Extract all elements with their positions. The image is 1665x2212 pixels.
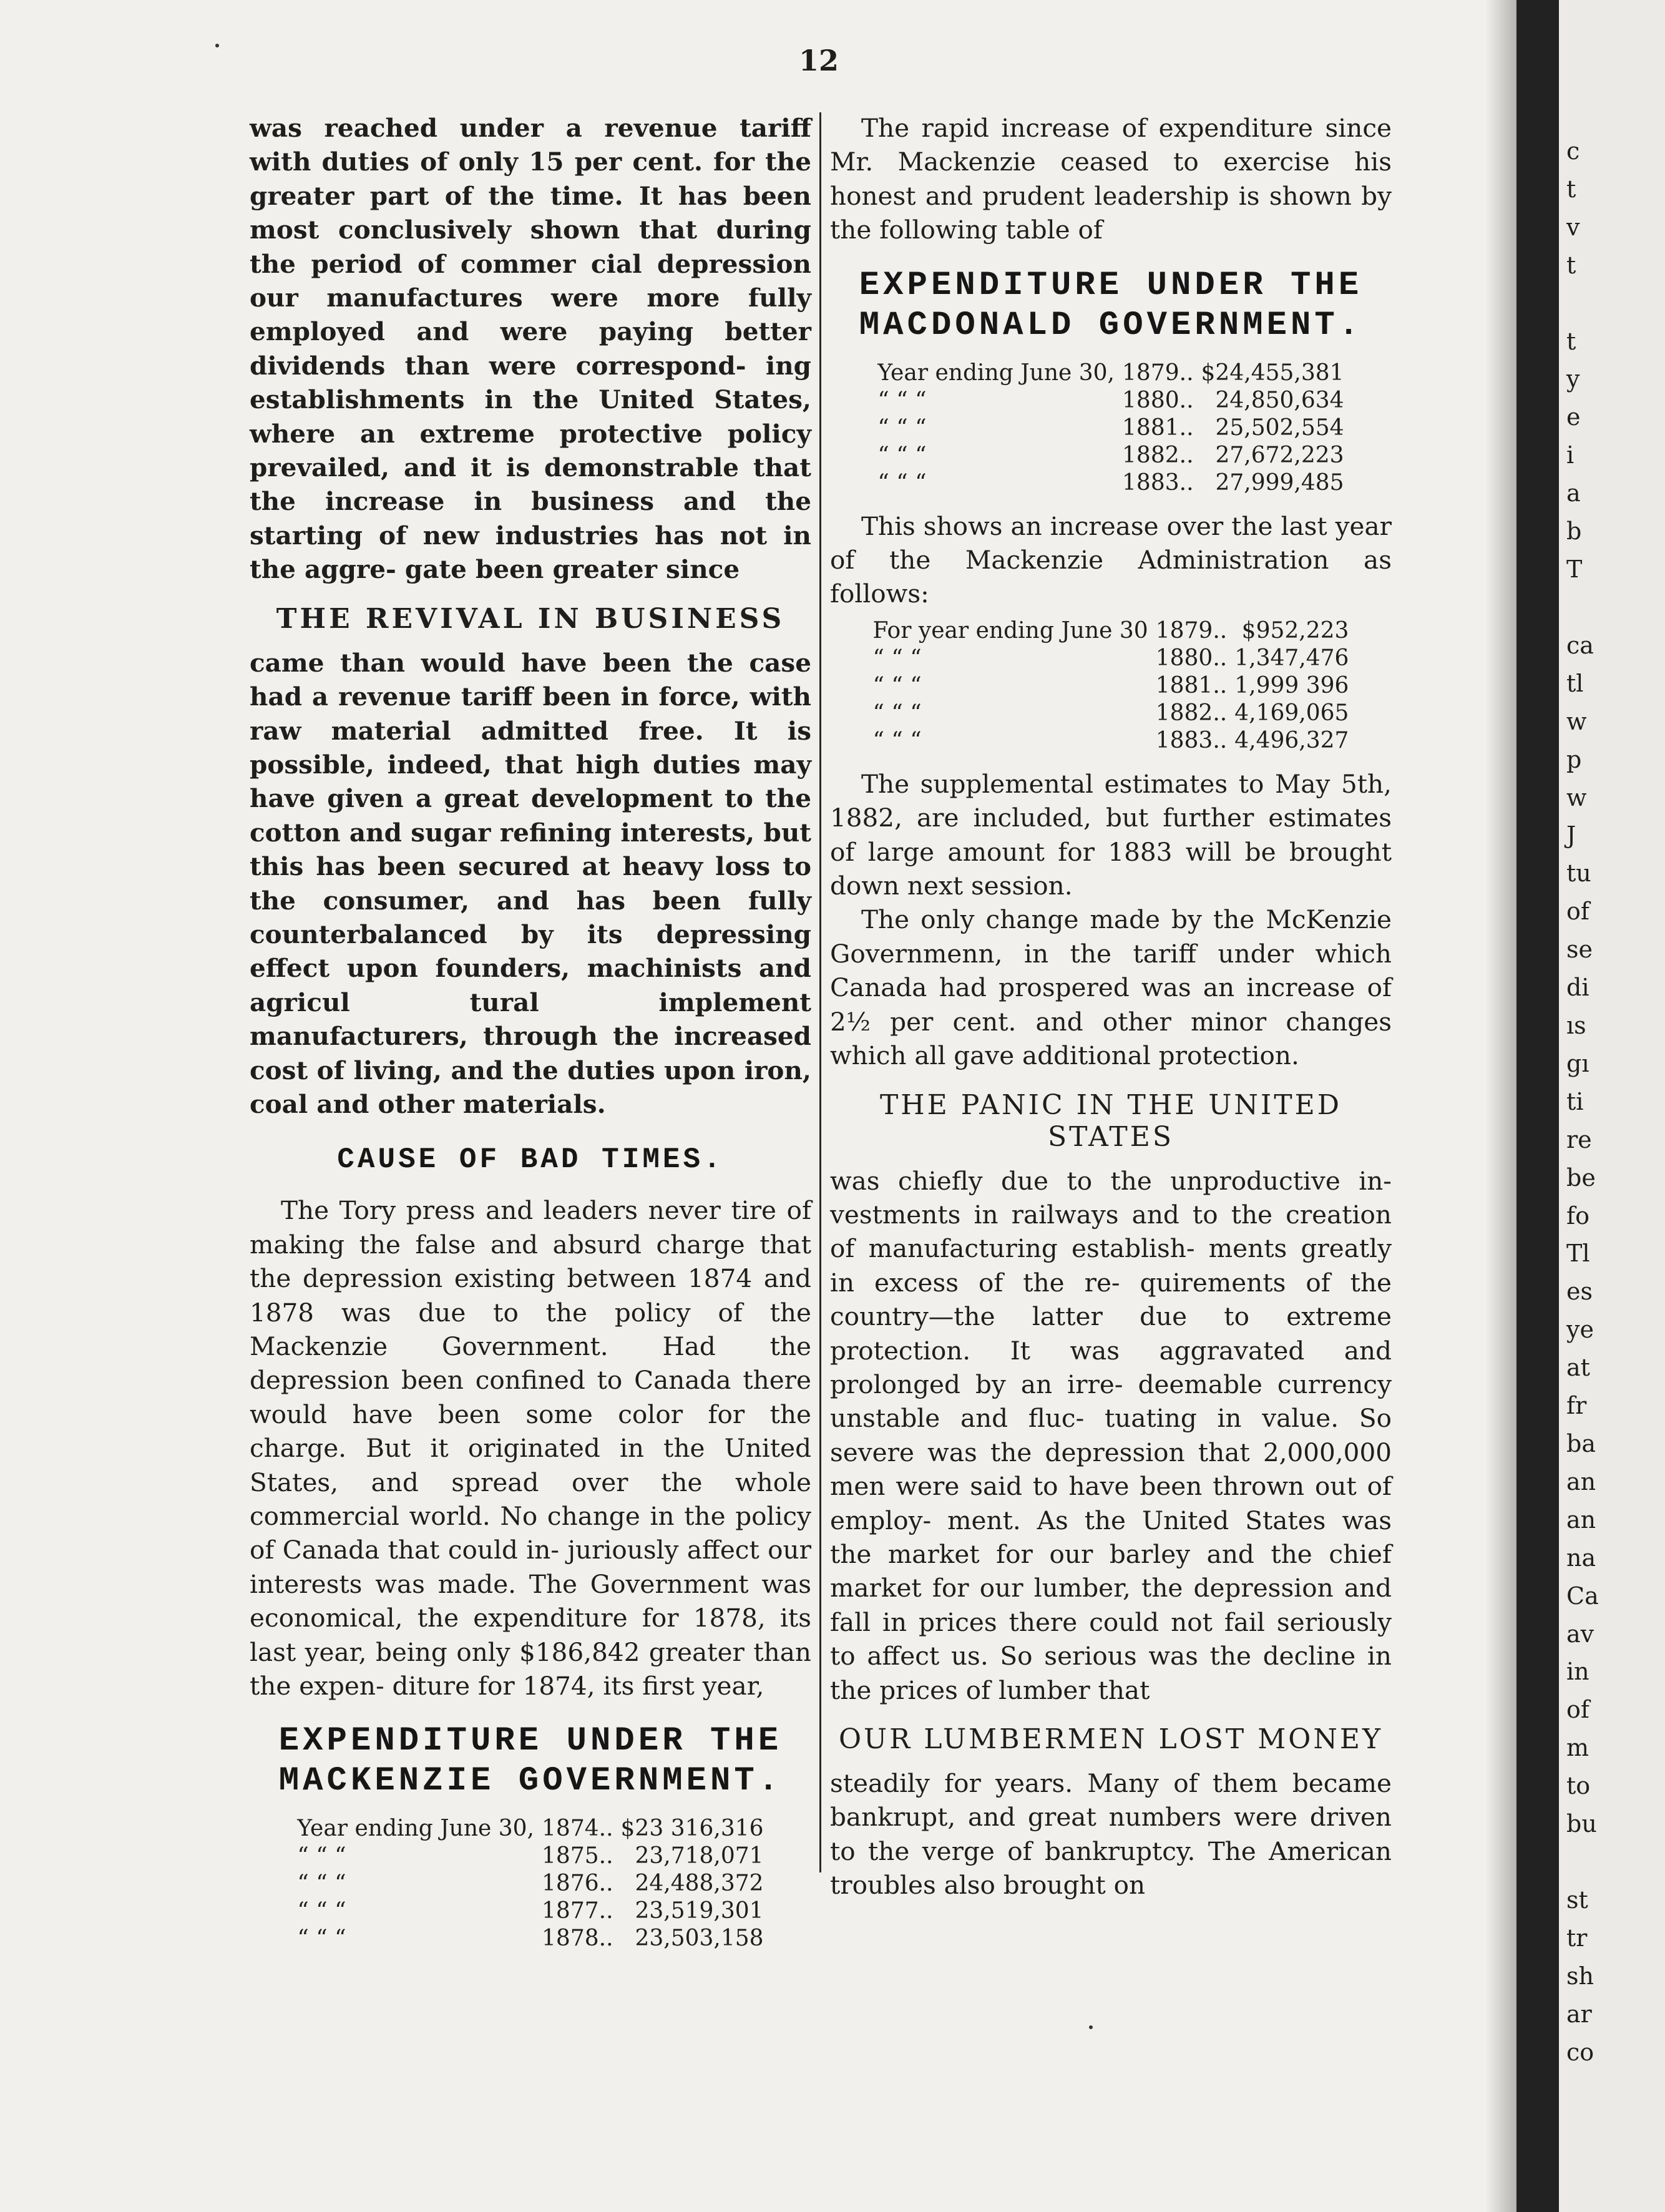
row-label: “ “ “ (877, 442, 927, 468)
strip-fragment: gı (1566, 1049, 1589, 1077)
row-year: 1874.. (542, 1816, 613, 1842)
row-amount: $24,455,381 (1201, 360, 1344, 386)
row-label: Year ending June 30, (877, 360, 1115, 386)
strip-fragment: fo (1566, 1201, 1589, 1230)
right-column (830, 111, 1392, 1902)
strip-fragment: w (1566, 707, 1587, 735)
page-number: 12 (799, 44, 839, 77)
row-year: 1879.. (1155, 617, 1228, 644)
row-label: “ “ “ (872, 672, 922, 698)
row-amount: 1,999 396 (1234, 672, 1349, 698)
row-amount: $952,223 (1241, 617, 1349, 644)
row-label: “ “ “ (877, 414, 927, 441)
strip-fragment: tu (1566, 859, 1591, 888)
left-paragraph-3: The Tory press and leaders never tire of making the false and absurd charge that the depression existing between 1874 and 1878 was due to the policy of the Mackenzie Government. Had the depression been confined to Canada there would have been some color for the charge. But it originated in the United States, and spread over the whole commercial world. No change in the policy of Canada that could in- juriously affect our interests was made. The Government was economical, the expenditure for 1878, its last year, being only $186,842 greater than the expen- diture for 1874, its first year, (250, 1195, 811, 1701)
row-amount: 23,519,301 (635, 1898, 764, 1924)
strip-fragment: w (1566, 783, 1587, 811)
strip-fragment: Ca (1566, 1582, 1599, 1610)
right-paragraph-3: The supplemental estimates to May 5th, 1882, are included, but further estimates of large amount for 1883 will be brought down next session. (830, 768, 1392, 901)
strip-fragment: c (1566, 137, 1580, 165)
heading-panic-united-states: THE PANIC IN THE UNITED STATES (879, 1089, 1342, 1153)
strip-fragment: co (1566, 2038, 1594, 2066)
table-row (874, 469, 1347, 497)
row-label: “ “ “ (297, 1926, 346, 1952)
page-edge-shadow (1485, 0, 1516, 2212)
table-row (869, 617, 1353, 645)
strip-fragment: an (1566, 1505, 1596, 1534)
row-amount: 24,488,372 (635, 1871, 764, 1897)
strip-fragment: e (1566, 403, 1581, 431)
strip-fragment: i (1566, 441, 1575, 469)
right-paragraph-5: was chiefly due to the unproductive in- vestments in railways and to the creation of manufacturing establish- ments greatly in excess of the re- quirements of the country—the latter due to extreme protection. It was aggravated and prolonged by an irre- deemable currency unstable and fluc- tuating in value. So severe was the depression that 2,000,000 men were said to have been thrown out of employ- ment. As the United States was the market for our barley and the chief market for our lumber, the depression and fall in prices there could not fail seriously to affect us. So serious was the decline in the prices of lumber that (830, 1165, 1392, 1705)
row-year: 1881.. (1122, 414, 1194, 441)
strip-fragment: ba (1566, 1430, 1596, 1457)
column-divider (819, 112, 821, 1872)
strip-fragment: re (1566, 1125, 1592, 1153)
table-row (293, 1925, 767, 1952)
strip-fragment: in (1566, 1658, 1589, 1686)
row-amount: 4,496,327 (1234, 727, 1349, 753)
table-row (293, 1815, 767, 1843)
heading-revival-in-business: THE REVIVAL IN BUSINESS (276, 602, 785, 635)
row-year: 1880.. (1155, 645, 1228, 671)
table-row (869, 672, 1353, 700)
table-row (874, 387, 1347, 414)
strip-fragment: sh (1566, 1962, 1594, 1990)
row-year: 1878.. (542, 1926, 613, 1952)
strip-fragment: Tl (1566, 1240, 1590, 1268)
row-year: 1879.. (1122, 360, 1194, 386)
right-paragraph-6: steadily for years. Many of them became bankrupt, and great numbers were driven to the verge of bankruptcy. The American troubles also brought on (830, 1768, 1392, 1901)
mackenzie-expenditure-table (293, 1815, 767, 1952)
strip-fragment: b (1566, 517, 1582, 546)
row-label: “ “ “ (877, 469, 927, 496)
strip-fragment: at (1566, 1354, 1590, 1382)
row-year: 1881.. (1155, 672, 1228, 698)
row-year: 1875.. (542, 1843, 613, 1869)
row-label: Year ending June 30, (297, 1816, 535, 1842)
strip-fragment: y (1566, 365, 1580, 393)
row-label: “ “ “ (297, 1871, 346, 1897)
table-row (874, 414, 1347, 442)
strip-fragment: bu (1566, 1810, 1597, 1838)
strip-fragment: an (1566, 1467, 1596, 1495)
strip-fragment: se (1566, 936, 1593, 964)
strip-fragment: ti (1566, 1087, 1584, 1115)
strip-fragment: st (1566, 1886, 1588, 1914)
right-paragraph-1: The rapid increase of expenditure since Mr. Mackenzie ceased to exercise his honest and prudent leadership is shown by the following table of (830, 113, 1392, 245)
strip-fragment: av (1566, 1620, 1594, 1648)
strip-fragment: to (1566, 1772, 1591, 1800)
heading-lumbermen-lost-money: OUR LUMBERMEN LOST MONEY (838, 1723, 1383, 1755)
strip-fragment: a (1566, 479, 1581, 507)
macdonald-expenditure-table (874, 360, 1347, 497)
row-amount: 27,999,485 (1215, 469, 1344, 496)
row-year: 1883.. (1155, 727, 1228, 753)
strip-fragment: tr (1566, 1924, 1588, 1952)
row-label: “ “ “ (877, 387, 927, 413)
print-speck (215, 44, 219, 47)
strip-fragment: ar (1566, 2000, 1592, 2028)
strip-fragment: T (1566, 555, 1583, 584)
strip-fragment: tl (1566, 669, 1584, 697)
strip-fragment: p (1566, 745, 1582, 773)
strip-fragment: of (1566, 898, 1589, 926)
row-label: “ “ “ (872, 700, 922, 726)
row-amount: 23,503,158 (635, 1926, 764, 1952)
row-label: For year ending June 30 (872, 617, 1148, 644)
right-paragraph-2: This shows an increase over the last year of the Mackenzie Administration as follows: (830, 511, 1392, 609)
heading-expenditure-mackenzie: EXPENDITURE UNDER THE MACKENZIE GOVERNMENT. (278, 1722, 783, 1801)
strip-fragment: na (1566, 1544, 1596, 1572)
left-paragraph-2: came than would have been the case had a revenue tariff been in force, with raw material admitted free. It is possible, indeed, that high duties may have given a great development to the cotton and sugar refining interests, but this has been secured at heavy loss to the consumer, and has been fully counterbalanced by its depressing effect upon founders, machinists and agricul tural implement manufacturers, through the increased cost of living, and the duties upon iron, coal and other materials. (250, 647, 811, 1119)
table-row (874, 442, 1347, 469)
row-amount: 25,502,554 (1215, 414, 1344, 441)
next-page-strip (1559, 0, 1665, 2212)
row-year: 1877.. (542, 1898, 613, 1924)
row-label: “ “ “ (872, 727, 922, 753)
row-label: “ “ “ (297, 1843, 346, 1869)
table-row (874, 360, 1347, 387)
row-year: 1883.. (1122, 469, 1194, 496)
table-row (293, 1897, 767, 1925)
strip-fragment: J (1566, 821, 1576, 849)
row-label: “ “ “ (872, 645, 922, 671)
strip-fragment: es (1566, 1278, 1593, 1306)
table-row (293, 1870, 767, 1897)
strip-fragment: m (1566, 1734, 1589, 1762)
strip-fragment: ıs (1566, 1011, 1586, 1039)
strip-fragment: t (1566, 175, 1576, 203)
left-paragraph-1: was reached under a revenue tariff with duties of only 15 per cent. for the greater part of the time. It has been most conclusively shown that during the period of commer cial depression our manufactures were more fully employed and were paying better dividends than were correspond- ing establishments in the United States, where an extreme protective policy prevailed, and it is demonstrable that the increase in business and the starting of new industries has not in the aggre- gate been greater since (250, 113, 811, 585)
table-row (869, 727, 1353, 755)
strip-fragment: fr (1566, 1392, 1587, 1420)
row-amount: 1,347,476 (1234, 645, 1349, 671)
row-amount: $23 316,316 (620, 1816, 764, 1842)
table-row (869, 700, 1353, 727)
strip-fragment: t (1566, 251, 1576, 279)
heading-cause-of-bad-times: CAUSE OF BAD TIMES. (337, 1143, 724, 1177)
strip-fragment: of (1566, 1696, 1589, 1724)
left-column (250, 111, 811, 1965)
strip-fragment: ca (1566, 631, 1594, 659)
strip-fragment: be (1566, 1163, 1596, 1192)
strip-fragment: di (1566, 974, 1589, 1002)
table-row (293, 1843, 767, 1870)
page-gutter (1516, 0, 1559, 2212)
heading-expenditure-macdonald: EXPENDITURE UNDER THE MACDONALD GOVERNMENT. (859, 266, 1363, 345)
strip-fragment: t (1566, 327, 1576, 355)
table-row (869, 645, 1353, 672)
row-amount: 24,850,634 (1215, 387, 1344, 413)
row-year: 1876.. (542, 1871, 613, 1897)
row-year: 1882.. (1155, 700, 1228, 726)
row-year: 1880.. (1122, 387, 1194, 413)
row-amount: 23,718,071 (635, 1843, 764, 1869)
right-paragraph-4: The only change made by the McKenzie Governmenn, in the tariff under which Canada had prospered was an increase of 2½ per cent. and other minor changes which all gave additional protection. (830, 904, 1392, 1071)
print-speck (1089, 2025, 1093, 2029)
strip-fragment: ye (1566, 1316, 1594, 1344)
increase-table (869, 617, 1353, 755)
row-label: “ “ “ (297, 1898, 346, 1924)
row-year: 1882.. (1122, 442, 1194, 468)
strip-fragment: v (1566, 213, 1580, 241)
row-amount: 27,672,223 (1215, 442, 1344, 468)
row-amount: 4,169,065 (1234, 700, 1349, 726)
